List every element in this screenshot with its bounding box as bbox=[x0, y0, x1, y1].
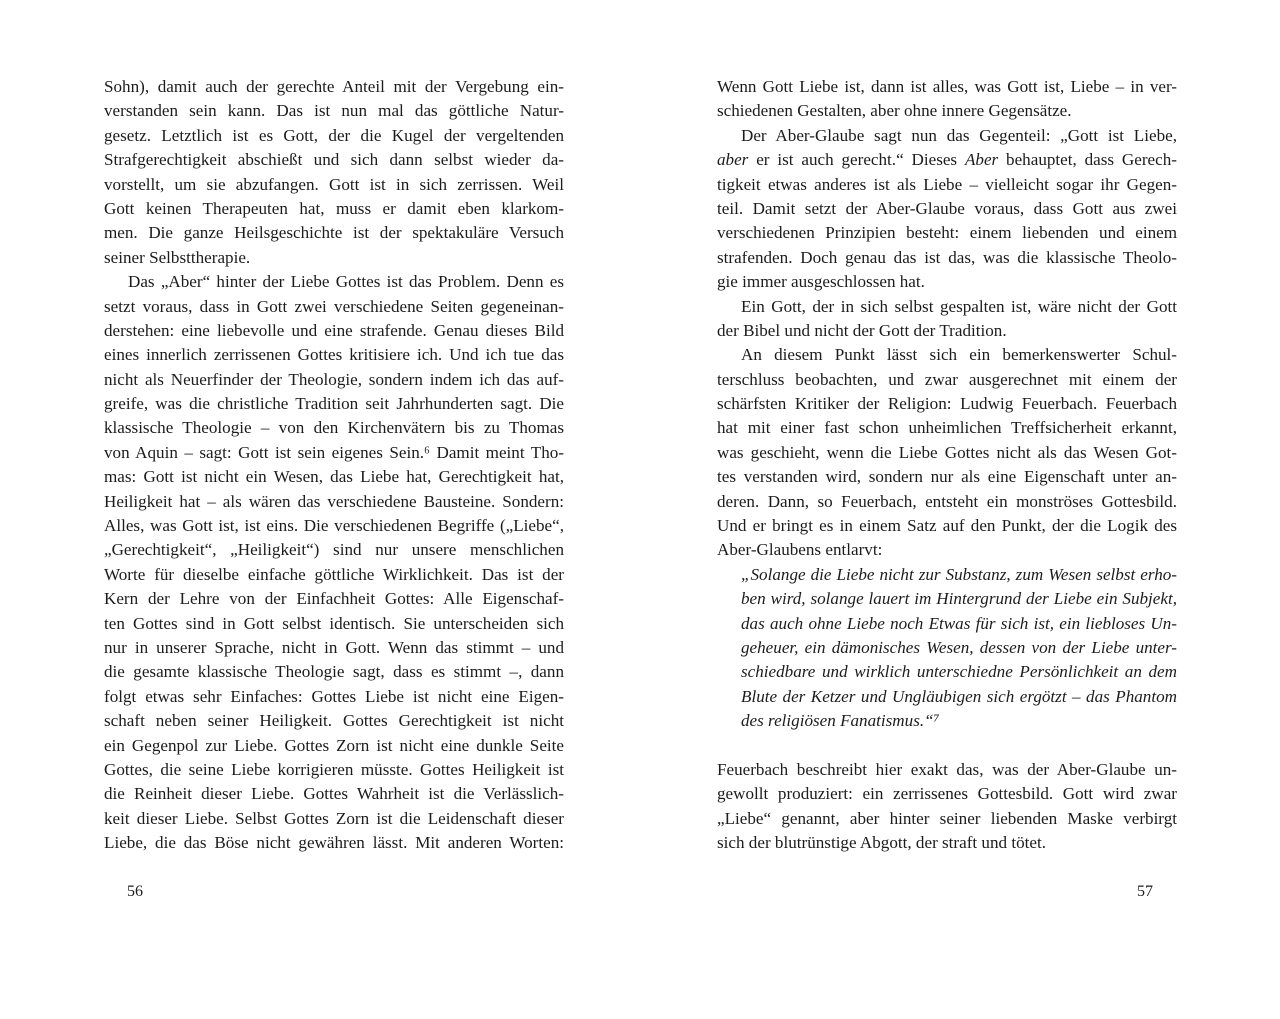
quote-line: das auch ohne Liebe noch Etwas für sich ist, ein liebloses Un- bbox=[741, 613, 1177, 633]
feuerbach-quote bbox=[741, 563, 1177, 734]
text-line: gewollt produziert: ein zerrissenes Gottesbild. Gott wird zwar bbox=[717, 784, 1177, 804]
text-line: tes verstanden wird, sondern nur als eine Eigenschaft unter an- bbox=[717, 467, 1177, 487]
text-line: setzt voraus, dass in Gott zwei verschiedene Seiten gegeneinan- bbox=[104, 296, 564, 316]
text-line: nicht als Neuerfinder der Theologie, sondern indem ich das auf- bbox=[104, 369, 564, 389]
quote-line: schiedbare und wirklich unterschiedne Persönlichkeit an dem bbox=[741, 662, 1177, 682]
text-line: klassische Theologie – von den Kirchenvätern bis zu Thomas bbox=[104, 418, 564, 438]
text-line: sich der blutrünstige Abgott, der straft und tötet. bbox=[717, 833, 1046, 853]
text-line: strafenden. Doch genau das ist das, was die klassische Theolo- bbox=[717, 247, 1177, 267]
text-line: Gottes, die seine Liebe korrigieren müsste. Gottes Heiligkeit ist bbox=[104, 759, 564, 779]
text-line: Liebe, die das Böse nicht gewähren lässt. Mit anderen Worten: bbox=[104, 833, 564, 853]
text-line: Feuerbach beschreibt hier exakt das, was der Aber-Glaube un- bbox=[717, 759, 1177, 779]
text-line: Sohn), damit auch der gerechte Anteil mit der Vergebung ein- bbox=[104, 77, 564, 96]
quote-line: Blute der Ketzer und Ungläubigen sich ergötzt – das Phantom bbox=[741, 686, 1177, 706]
text-line: Strafgerechtigkeit abschießt und sich dann selbst wieder da- bbox=[104, 150, 564, 170]
text-line: Das „Aber“ hinter der Liebe Gottes ist das Problem. Denn es bbox=[128, 272, 564, 292]
text-line: seiner Selbsttherapie. bbox=[104, 247, 251, 267]
page-number-right: 57 bbox=[1137, 883, 1153, 900]
text-line: folgt etwas sehr Einfaches: Gottes Liebe ist nicht eine Eigen- bbox=[104, 686, 564, 706]
quote-line: „Solange die Liebe nicht zur Substanz, zum Wesen selbst erho- bbox=[741, 564, 1177, 584]
text-line: nur in unserer Sprache, nicht in Gott. Wenn das stimmt – und bbox=[104, 637, 564, 657]
text-line: was geschieht, wenn die Liebe Gottes nicht als das Wesen Got- bbox=[717, 442, 1177, 462]
text-line: vorstellt, um sie abzufangen. Gott ist in sich zerrissen. Weil bbox=[104, 174, 564, 194]
text-line: Aber-Glaubens entlarvt: bbox=[717, 540, 883, 560]
text-line: greife, was die christliche Tradition seit Jahrhunderten sagt. Die bbox=[104, 394, 564, 414]
text-line: gesetz. Letztlich ist es Gott, der die Kugel der vergeltenden bbox=[104, 125, 564, 145]
text-line: die gesamte klassische Theologie sagt, dass es stimmt –, dann bbox=[104, 662, 564, 682]
text-line: schärfsten Kritiker der Religion: Ludwig Feuerbach. Feuerbach bbox=[717, 394, 1177, 414]
text-line: „Liebe“ genannt, aber hinter seiner liebenden Maske verbirgt bbox=[717, 808, 1177, 828]
text-line: Ein Gott, der in sich selbst gespalten ist, wäre nicht der Gott bbox=[741, 296, 1177, 316]
text-line: gie immer ausgeschlossen hat. bbox=[717, 272, 925, 292]
emphasis-aber: aber bbox=[717, 150, 749, 170]
text-line: Der Aber-Glaube sagt nun das Gegenteil: „Gott ist Liebe, bbox=[741, 125, 1177, 145]
text-line: Heiligkeit hat – als wären das verschiedene Bausteine. Sondern: bbox=[104, 491, 564, 511]
text-line-with-emphasis bbox=[717, 148, 1177, 172]
right-page bbox=[640, 0, 1280, 1019]
text-line: verschiedenen Prinzipien besteht: einem liebenden und einem bbox=[717, 223, 1177, 243]
text-line: Kern der Lehre von der Einfachheit Gottes: Alle Eigenschaf- bbox=[104, 589, 564, 609]
text-line: schaft neben seiner Heiligkeit. Gottes Gerechtigkeit ist nicht bbox=[104, 711, 564, 731]
text-line: teil. Damit setzt der Aber-Glaube voraus, dass Gott aus zwei bbox=[717, 198, 1177, 218]
quote-line: ben wird, solange lauert im Hintergrund der Liebe ein Subjekt, bbox=[741, 589, 1177, 609]
text-line: die Reinheit dieser Liebe. Gottes Wahrheit ist die Verlässlich- bbox=[104, 784, 564, 804]
text-line: ein Gegenpol zur Liebe. Gottes Zorn ist nicht eine dunkle Seite bbox=[104, 735, 564, 755]
text-line: Gott keinen Therapeuten hat, muss er damit eben klarkom- bbox=[104, 198, 564, 218]
page-number-left: 56 bbox=[127, 883, 143, 900]
text-line: Wenn Gott Liebe ist, dann ist alles, was Gott ist, Liebe – in ver- bbox=[717, 77, 1177, 96]
text-line: ten Gottes sind in Gott selbst identisch. Sie unterscheiden sich bbox=[104, 613, 564, 633]
text-fragment: behauptet, dass Gerech- bbox=[998, 150, 1177, 170]
text-line: mas: Gott ist nicht ein Wesen, das Liebe hat, Gerechtigkeit hat, bbox=[104, 467, 564, 487]
text-line: Und er bringt es in einem Satz auf den Punkt, der die Logik des bbox=[717, 516, 1177, 536]
text-line: verstanden sein kann. Das ist nun mal das göttliche Natur- bbox=[104, 101, 564, 121]
text-line: der Bibel und nicht der Gott der Tradition. bbox=[717, 320, 1007, 340]
text-line: deren. Dann, so Feuerbach, entsteht ein monströses Gottesbild. bbox=[717, 491, 1177, 511]
quote-line: geheuer, ein dämonisches Wesen, dessen von der Liebe unter- bbox=[741, 637, 1177, 657]
text-line: derstehen: eine liebevolle und eine strafende. Genau dieses Bild bbox=[104, 320, 564, 340]
text-line: schiedenen Gestalten, aber ohne innere Gegensätze. bbox=[717, 101, 1072, 121]
text-line: eines innerlich zerrissenen Gottes kritisiere ich. Und ich tue das bbox=[104, 345, 564, 365]
left-page-text bbox=[104, 75, 564, 856]
paragraph-gap bbox=[717, 734, 1177, 758]
text-line: terschluss beobachten, und zwar ausgerechnet mit einem der bbox=[717, 369, 1177, 389]
text-line: „Gerechtigkeit“, „Heiligkeit“) sind nur unsere menschlichen bbox=[104, 540, 564, 560]
emphasis-aber: Aber bbox=[964, 150, 999, 170]
text-line: Worte für dieselbe einfache göttliche Wirklichkeit. Das ist der bbox=[104, 564, 564, 584]
text-line: tigkeit etwas anderes ist als Liebe – vielleicht sogar ihr Gegen- bbox=[717, 174, 1177, 194]
right-page-text bbox=[717, 75, 1177, 856]
text-fragment: er ist auch gerecht.“ Dieses bbox=[748, 150, 965, 170]
text-line: keit dieser Liebe. Selbst Gottes Zorn ist die Leidenschaft dieser bbox=[104, 808, 564, 828]
text-line: An diesem Punkt lässt sich ein bemerkenswerter Schul- bbox=[741, 345, 1177, 365]
text-line: hat mit einer fast schon unheimlichen Treffsicherheit erkannt, bbox=[717, 418, 1177, 438]
text-line: Alles, was Gott ist, ist eins. Die verschiedenen Begriffe („Liebe“, bbox=[104, 516, 564, 536]
text-line: men. Die ganze Heilsgeschichte ist der spektakuläre Versuch bbox=[104, 223, 564, 243]
quote-line: des religiösen Fanatismus.“⁷ bbox=[741, 711, 940, 731]
text-line: von Aquin – sagt: Gott ist sein eigenes Sein.⁶ Damit meint Tho- bbox=[104, 442, 564, 462]
